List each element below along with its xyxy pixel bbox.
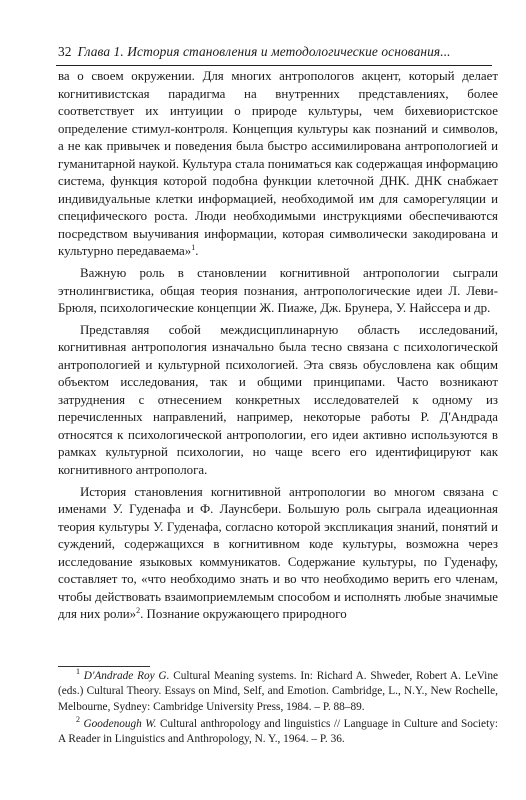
footnote-ref-1: 1 [191,243,196,253]
running-title: Глава 1. История становления и методологические основания... [77,44,451,59]
paragraph-1-end: . [195,244,199,259]
page-number: 32 [58,44,72,59]
paragraph-3: Представляя собой междисциплинарную область исследований, когнитивная антропология изначально была тесно связана с психологической антропологией и культурной психологией. Эта связь обусловлена как общим объектом исследования, так и общими принципами. Часто возникают затруднения с отнесением конкретных исследователей к одному из перечисленных направлений, например, некоторые работы Р. Д'Андрада относятся к психологической антропологии, его идеи активно используются в рамках культурной психологии, но чаще всего его идентифицируют как когнитивного антрополога. [58,322,498,478]
footnotes [58,669,498,747]
footnote-2-author: Goodenough W. [83,717,157,730]
paragraph-4-rest: . Познание окружающего природного [140,607,347,622]
footnote-1-text: Cultural Meaning systems. In: Richard A. Shweder, Robert A. LeVine (eds.) Cultural Theory. Essays on Mind, Self, and Emotion. Cambridge, L., N.Y., New Rochelle, Melbourne, Sydney: Cambridge University Press, 1984. – P. 88–89. [58,670,498,713]
footnote-1 [58,669,498,715]
paragraph-4 [58,484,498,624]
footnote-2-mark: 2 [76,714,80,724]
body-text [58,68,498,624]
paragraph-1-text: ва о своем окружении. Для многих антропологов акцент, который делает когнитивистская парадигма на внутренних представлениях, более соответствует их интуиции о природе культуры, чем бихевиористское определение стимул-контроля. Концепция культуры как познаний и символов, а не как привычек и поведения была быстро ассимилирована антропологией и гуманитарной наукой. Культура стала пониматься как содержащая информацию система, функция которой подобна функции клеточной ДНК. ДНК снабжает индивидуальные клетки информацией, необходимой им для саморегуляции и специфического роста. Люди необходимыми инструкциями обеспечиваются посредством выучивания информации, которая символически закодирована и культурно передаваема» [58,69,498,259]
footnote-2-text: Cultural anthropology and linguistics // Language in Culture and Society: A Reader in Linguistics and Anthropology, N. Y., 1964. – P. 36. [58,717,498,746]
footnote-rule [58,666,150,667]
header-rule [56,65,492,66]
running-head [58,44,490,60]
paragraph-1 [58,68,498,261]
footnote-1-mark: 1 [76,667,80,676]
footnote-ref-2: 2 [136,606,141,616]
footnote-2 [58,714,498,748]
paragraph-2: Важную роль в становлении когнитивной антропологии сыграли этнолингвистика, общая теория познания, антропологические идеи Л. Леви-Брюля, психологические концепции Ж. Пиаже, Дж. Брунера, У. Найссера и др. [58,266,498,316]
paragraph-4-text: История становления когнитивной антропологии во многом связана с именами У. Гуденафа и Ф. Лаунсбери. Большую роль сыграла идеационная теория культуры У. Гуденафа, согласно которой экспликация знаний, понятий и суждений, содержащихся в когнитивном коде культуры, возможна через исследование языковых коммуникатов. Содержание культуры, по Гуденафу, составляет то, «что необходимо знать и во что необходимо верить его членам, чтобы действовать взаимоприемлемым способом и исполнять любые значимые для них роли» [58,484,498,622]
footnote-1-author: D'Andrade Roy G. [83,670,170,682]
